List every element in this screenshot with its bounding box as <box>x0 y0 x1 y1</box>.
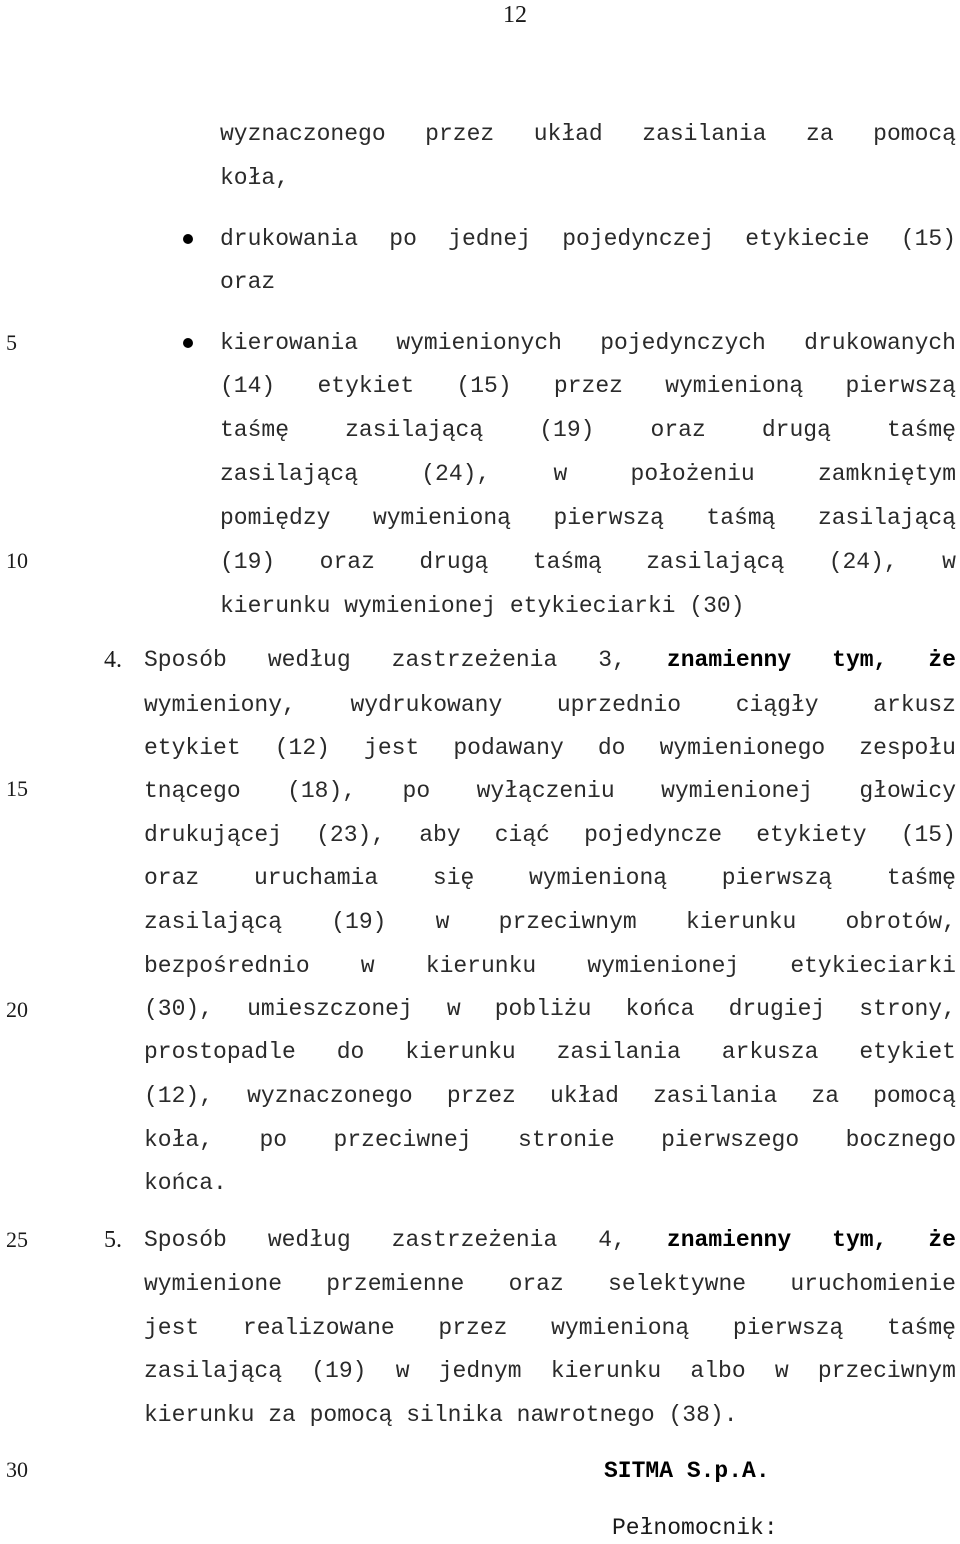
word: drugą <box>419 549 489 575</box>
word: zastrzeżenia <box>391 1227 558 1253</box>
word: zasilającą <box>646 549 785 575</box>
text-line <box>144 1080 956 1112</box>
word: pomocą <box>873 1083 956 1109</box>
text-line <box>144 1124 956 1156</box>
word: uruchamia <box>253 865 379 891</box>
word: taśmę <box>886 1315 956 1341</box>
word: koła, <box>144 1127 214 1153</box>
word: kierunku <box>405 1039 516 1065</box>
text-line <box>144 1036 956 1068</box>
word: (15) <box>900 822 956 848</box>
word: ciągły <box>735 692 819 718</box>
word: jest <box>144 1315 200 1341</box>
word: zasilającą <box>220 461 359 487</box>
word: etykiet <box>317 373 415 399</box>
word: (15) <box>900 226 956 252</box>
word: kierowania <box>220 330 359 356</box>
word: podawany <box>453 735 564 761</box>
word: zespołu <box>859 735 956 761</box>
word: jednym <box>438 1358 522 1384</box>
word: (19) <box>220 549 276 575</box>
line-number-15: 15 <box>6 776 28 801</box>
line-number-10: 10 <box>6 548 28 573</box>
word: w <box>435 909 450 935</box>
word: (14) <box>220 373 276 399</box>
text-line <box>144 819 956 851</box>
bullet-icon <box>183 234 193 244</box>
word: po <box>259 1127 288 1153</box>
text-line <box>144 1399 956 1431</box>
bold-word: że <box>928 1227 956 1253</box>
line-number-25: 25 <box>6 1227 28 1252</box>
word: wymienionej <box>344 593 497 619</box>
word: wymienionej <box>587 953 740 979</box>
text-line <box>220 458 956 490</box>
word: zastrzeżenia <box>391 647 558 673</box>
word: za <box>806 121 834 147</box>
word: (24), <box>828 549 898 575</box>
page-number: 12 <box>503 2 527 28</box>
word: nawrotnego <box>516 1402 655 1428</box>
word: pomocą <box>309 1402 393 1428</box>
word: umieszczonej <box>247 996 413 1022</box>
word: pobliżu <box>494 996 592 1022</box>
bold-word: tym, <box>832 647 888 673</box>
text-line <box>144 993 956 1025</box>
word: wydrukowany <box>350 692 503 718</box>
word: silnika <box>406 1402 503 1428</box>
text-line <box>220 162 956 194</box>
text-line <box>220 370 956 402</box>
word: (12), <box>144 1083 214 1109</box>
word: końca. <box>144 1170 227 1196</box>
word: wymienioną <box>665 373 804 399</box>
text-line <box>144 689 956 721</box>
word: ciąć <box>494 822 550 848</box>
word: 3, <box>598 647 626 673</box>
word: kierunku <box>550 1358 662 1384</box>
word: głowicy <box>859 778 956 804</box>
word: (18), <box>287 778 357 804</box>
word: drukowanych <box>804 330 956 356</box>
word: (38). <box>668 1402 738 1428</box>
word: jest <box>364 735 420 761</box>
word: (19) <box>311 1358 367 1384</box>
word: po <box>389 226 417 252</box>
word: selektywne <box>608 1271 747 1297</box>
claim-number: 4. <box>104 647 122 673</box>
word: zasilającą <box>144 909 283 935</box>
word: arkusz <box>873 692 956 718</box>
word: wymienionej <box>661 778 813 804</box>
word: aby <box>419 822 461 848</box>
word: przeciwnej <box>333 1127 472 1153</box>
word: kierunku <box>144 1402 255 1428</box>
word: po <box>402 778 431 804</box>
bullet-icon <box>183 338 193 348</box>
word: (24), <box>421 461 491 487</box>
word: taśmę <box>886 417 956 443</box>
text-line <box>144 1268 956 1300</box>
word: bocznego <box>845 1127 956 1153</box>
word: kierunku <box>220 593 331 619</box>
word: drugiej <box>728 996 826 1022</box>
word: wymienione <box>144 1271 283 1297</box>
text-line <box>220 223 956 255</box>
word: końca <box>625 996 695 1022</box>
text-line <box>220 414 956 446</box>
word: w <box>942 549 956 575</box>
text-line <box>144 862 956 894</box>
bold-word: tym, <box>832 1227 888 1253</box>
signature-role: Pełnomocnik: <box>612 1515 778 1541</box>
bold-word: że <box>928 647 956 673</box>
word: uprzednio <box>556 692 682 718</box>
word: przez <box>425 121 495 147</box>
word: Sposób <box>144 1227 227 1253</box>
text-line <box>220 327 956 359</box>
word: (15) <box>456 373 512 399</box>
line-number-20: 20 <box>6 997 28 1022</box>
text-line <box>144 1167 956 1199</box>
word: wymienioną <box>551 1315 690 1341</box>
word: etykiety <box>756 822 867 848</box>
word: oraz <box>319 549 375 575</box>
word: etykieciarki <box>509 593 676 619</box>
word: pojedynczej <box>562 226 715 252</box>
word: strony, <box>859 996 956 1022</box>
word: kierunku <box>425 953 537 979</box>
word: realizowane <box>242 1315 395 1341</box>
word: według <box>267 647 351 673</box>
word: zasilania <box>556 1039 681 1065</box>
word: zasilania <box>642 121 767 147</box>
word: wymieniony, <box>144 692 296 718</box>
word: wymienioną <box>529 865 668 891</box>
word: taśmę <box>220 417 290 443</box>
word: do <box>336 1039 365 1065</box>
word: przez <box>446 1083 516 1109</box>
word: zasilającą <box>144 1358 283 1384</box>
word: wyznaczonego <box>247 1083 413 1109</box>
word: zasilającą <box>817 505 956 531</box>
word: wymienionych <box>396 330 562 356</box>
word: albo <box>690 1358 746 1384</box>
word: w <box>395 1358 410 1384</box>
text-line <box>144 906 956 938</box>
word: taśmę <box>886 865 956 891</box>
text-line <box>220 118 956 150</box>
word: się <box>432 865 475 891</box>
word: przemienne <box>326 1271 465 1297</box>
word: obrotów, <box>845 909 956 935</box>
word: tnącego <box>144 778 241 804</box>
bold-word: znamienny <box>666 647 792 673</box>
claim-first-line <box>144 1224 956 1256</box>
word: za <box>268 1402 296 1428</box>
word: oraz <box>144 865 200 891</box>
word: stronie <box>518 1127 615 1153</box>
word: (19) <box>539 417 595 443</box>
word: za <box>811 1083 839 1109</box>
line-number-30: 30 <box>6 1457 28 1482</box>
word: drugą <box>761 417 831 443</box>
word: pomocą <box>873 121 956 147</box>
line-number-5: 5 <box>6 330 17 355</box>
word: etykieciarki <box>790 953 956 979</box>
word: etykiet <box>144 735 241 761</box>
word: pomiędzy <box>220 505 331 531</box>
word: 4, <box>598 1227 626 1253</box>
word: wyznaczonego <box>220 121 386 147</box>
word: drukującej <box>144 822 283 848</box>
word: układ <box>549 1083 619 1109</box>
word: pierwszą <box>721 865 833 891</box>
bold-word: znamienny <box>666 1227 792 1253</box>
word: (23), <box>316 822 386 848</box>
word: oraz <box>220 269 276 295</box>
word: przeciwnym <box>498 909 637 935</box>
text-line <box>220 502 956 534</box>
word: taśmą <box>532 549 602 575</box>
word: oraz <box>508 1271 564 1297</box>
word: bezpośrednio <box>144 953 310 979</box>
word: według <box>267 1227 351 1253</box>
text-line <box>144 1355 956 1387</box>
word: (12) <box>274 735 330 761</box>
word: etykiecie <box>745 226 870 252</box>
word: (30) <box>689 593 745 619</box>
word: układ <box>533 121 603 147</box>
word: pojedynczych <box>600 330 766 356</box>
word: pierwszą <box>845 373 956 399</box>
word: przeciwnym <box>817 1358 956 1384</box>
word: wyłączeniu <box>476 778 615 804</box>
word: przez <box>553 373 623 399</box>
word: taśmą <box>706 505 776 531</box>
word: przez <box>438 1315 508 1341</box>
word: w <box>553 461 568 487</box>
word: pierwszą <box>732 1315 844 1341</box>
word: pojedyncze <box>584 822 723 848</box>
claim-number: 5. <box>104 1227 122 1253</box>
word: prostopadle <box>144 1039 296 1065</box>
word: koła, <box>220 165 290 191</box>
word: wymienionego <box>659 735 826 761</box>
word: zasilającą <box>345 417 484 443</box>
word: położeniu <box>630 461 755 487</box>
word: pierwszego <box>661 1127 800 1153</box>
word: zasilania <box>653 1083 778 1109</box>
word: arkusza <box>721 1039 819 1065</box>
text-line <box>144 775 956 807</box>
word: zamkniętym <box>817 461 956 487</box>
claim-first-line <box>144 644 956 676</box>
text-line <box>144 1312 956 1344</box>
word: pierwszą <box>553 505 664 531</box>
text-line <box>220 266 956 298</box>
word: (30), <box>144 996 214 1022</box>
word: oraz <box>650 417 706 443</box>
text-line <box>220 546 956 578</box>
word: Sposób <box>144 647 227 673</box>
word: jednej <box>448 226 531 252</box>
word: (19) <box>331 909 387 935</box>
word: w <box>360 953 375 979</box>
text-line <box>144 732 956 764</box>
word: w <box>774 1358 789 1384</box>
word: w <box>446 996 461 1022</box>
signature-company: SITMA S.p.A. <box>604 1458 770 1484</box>
word: do <box>597 735 626 761</box>
word: drukowania <box>220 226 359 252</box>
word: wymienioną <box>372 505 511 531</box>
text-line <box>144 950 956 982</box>
word: kierunku <box>685 909 797 935</box>
word: uruchomienie <box>790 1271 956 1297</box>
text-line <box>220 590 956 622</box>
word: etykiet <box>859 1039 956 1065</box>
